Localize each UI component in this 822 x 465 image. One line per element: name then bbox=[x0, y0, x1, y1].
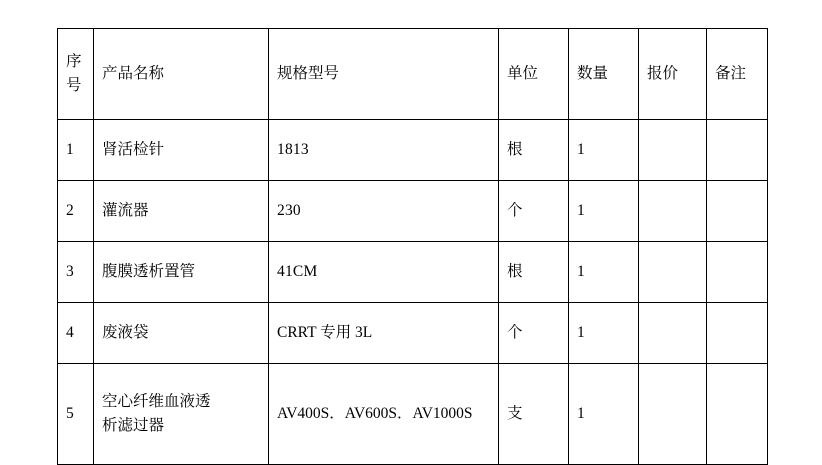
table-row bbox=[58, 303, 768, 364]
cell-name-line-1: 空心纤维血液透 bbox=[102, 392, 211, 410]
cell-price bbox=[639, 364, 707, 465]
cell-remark bbox=[707, 120, 768, 181]
cell-unit: 支 bbox=[499, 364, 569, 465]
cell-unit: 根 bbox=[499, 120, 569, 181]
cell-remark bbox=[707, 242, 768, 303]
table-row bbox=[58, 181, 768, 242]
cell-qty: 1 bbox=[569, 120, 639, 181]
cell-name: 肾活检针 bbox=[94, 120, 269, 181]
cell-spec: 1813 bbox=[269, 120, 499, 181]
column-header-remark: 备注 bbox=[707, 29, 768, 120]
product-quotation-table bbox=[57, 28, 768, 465]
column-header-unit: 单位 bbox=[499, 29, 569, 120]
cell-qty: 1 bbox=[569, 303, 639, 364]
cell-seq: 1 bbox=[58, 120, 94, 181]
table-header-row bbox=[58, 29, 768, 120]
cell-unit: 根 bbox=[499, 242, 569, 303]
column-header-qty: 数量 bbox=[569, 29, 639, 120]
table-row bbox=[58, 242, 768, 303]
cell-qty: 1 bbox=[569, 242, 639, 303]
cell-unit: 个 bbox=[499, 181, 569, 242]
cell-remark bbox=[707, 181, 768, 242]
cell-remark bbox=[707, 303, 768, 364]
cell-spec: 230 bbox=[269, 181, 499, 242]
cell-name bbox=[94, 364, 269, 465]
cell-qty: 1 bbox=[569, 181, 639, 242]
cell-spec: CRRT 专用 3L bbox=[269, 303, 499, 364]
table-row bbox=[58, 120, 768, 181]
cell-price bbox=[639, 242, 707, 303]
cell-spec: 41CM bbox=[269, 242, 499, 303]
cell-unit: 个 bbox=[499, 303, 569, 364]
cell-qty: 1 bbox=[569, 364, 639, 465]
cell-price bbox=[639, 120, 707, 181]
cell-price bbox=[639, 303, 707, 364]
column-header-price: 报价 bbox=[639, 29, 707, 120]
table-row bbox=[58, 364, 768, 465]
cell-seq: 4 bbox=[58, 303, 94, 364]
cell-name-line-2: 析滤过器 bbox=[102, 417, 165, 434]
cell-spec: AV400S．AV600S．AV1000S bbox=[269, 364, 499, 465]
cell-seq: 5 bbox=[58, 364, 94, 465]
cell-seq: 3 bbox=[58, 242, 94, 303]
cell-name: 废液袋 bbox=[94, 303, 269, 364]
column-header-seq: 序号 bbox=[58, 29, 94, 120]
column-header-spec: 规格型号 bbox=[269, 29, 499, 120]
cell-name: 灌流器 bbox=[94, 181, 269, 242]
cell-name: 腹膜透析置管 bbox=[94, 242, 269, 303]
column-header-name: 产品名称 bbox=[94, 29, 269, 120]
cell-remark bbox=[707, 364, 768, 465]
cell-seq: 2 bbox=[58, 181, 94, 242]
cell-price bbox=[639, 181, 707, 242]
